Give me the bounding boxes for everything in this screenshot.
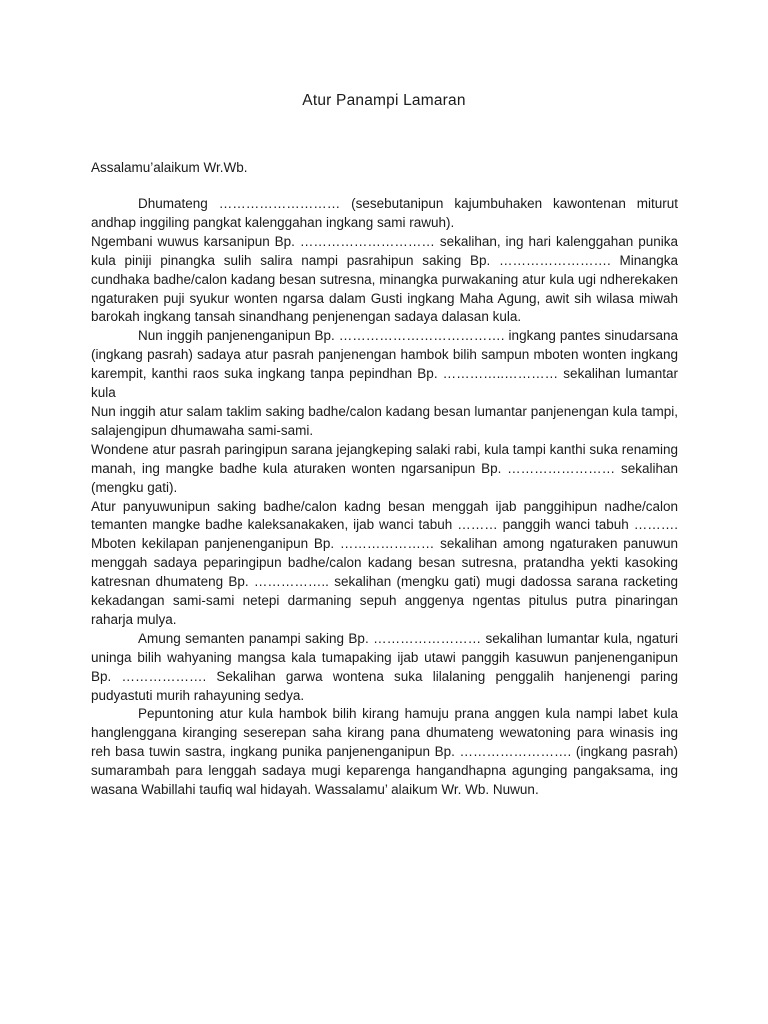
paragraph: Nun inggih atur salam taklim saking badhe/calon kadang besan lumantar panjenengan kula tampi, salajengipun dhumawaha sami-sami.: [91, 403, 678, 438]
paragraph: Atur panyuwunipun saking badhe/calon kadng besan menggah ijab panggihipun nadhe/calon temanten mangke badhe kaleksanakaken, ijab wanci tabuh ……… panggih wanci tabuh ………. Mboten kekilapan panjenenganipun Bp. ………………… sekalihan among ngaturaken panuwun menggah sadaya peparingipun badhe/calon kadang besan sutresna, pratandha yekti kasoking katresnan dhumateng Bp. …………….. sekalihan (mengku gati) mugi dadossa sarana racketing kekadangan sami-sami netepi darmaning sepuh anggenya ngentas pitulus putra pinaringan raharja mulya.: [91, 498, 678, 627]
paragraph: Ngembani wuwus karsanipun Bp. ………………………… sekalihan, ing hari kalenggahan punika kula piniji pinangka sulih salira nampi pasrahipun saking Bp. ……………………. Minangka cundhaka badhe/calon kadang besan sutresna, minangka purwakaning atur kula ugi ndherekaken ngaturaken puji syukur wonten ngarsa dalam Gusti ingkang Maha Agung, awit sih wilasa miwah barokah ingkang tansah sinandhang penjenengan sadaya dalasan kula.: [91, 233, 678, 325]
paragraph: Wondene atur pasrah paringipun sarana jejangkeping salaki rabi, kula tampi kanthi suka renaming manah, ing mangke badhe kula aturaken wonten ngarsanipun Bp. …………………… sekalihan (mengku gati).: [91, 441, 678, 495]
document-title: Atur Panampi Lamaran: [302, 92, 466, 109]
greeting: Assalamu’alaikum Wr.Wb.: [91, 160, 248, 175]
paragraph: Nun inggih panjenenganipun Bp. ………………………………. ingkang pantes sinudarsana (ingkang pasrah) sadaya atur pasrah panjenengan hambok bilih sampun mboten wonten ingkang karempit, kanthi raos suka ingkang tanpa pepindhan Bp. …………..………… sekalihan lumantar kula: [91, 328, 678, 401]
paragraph: Amung semanten panampi saking Bp. …………………… sekalihan lumantar kula, ngaturi uninga bilih wahyaning mangsa kala tumapaking ijab utawi panggih kasuwun panjenenganipun Bp. ………………. Sekalihan garwa wontena suka lilalaning penggalih hanjenengi paring pudyastuti murih rahayuning sedya.: [91, 630, 678, 703]
paragraph: Pepuntoning atur kula hambok bilih kirang hamuju prana anggen kula nampi labet kula hanglenggana kiranging seserepan saha kirang pana dhumateng wewatoning para winasis ing reh basa tuwin sastra, ingkang punika panjenenganipun Bp. ……………………. (ingkang pasrah) sumarambah para lenggah sadaya mugi keparenga hangandhapna agunging pangaksama, ing wasana Wabillahi taufiq wal hidayah. Wassalamu’ alaikum Wr. Wb. Nuwun.: [91, 706, 678, 798]
document-body: [91, 195, 678, 800]
paragraph: Dhumateng ……………………… (sesebutanipun kajumbuhaken kawontenan miturut andhap inggiling pangkat kalenggahan ingkang sami rawuh).: [91, 196, 678, 230]
